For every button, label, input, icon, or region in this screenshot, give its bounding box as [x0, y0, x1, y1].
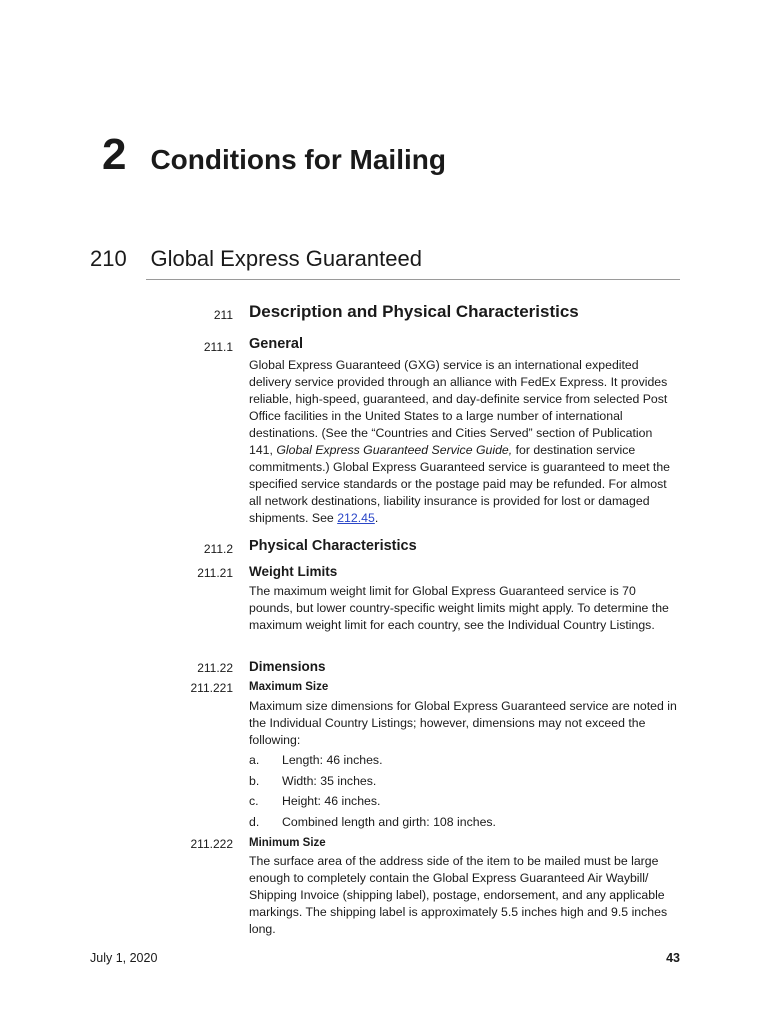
list-item-label: c. [249, 794, 259, 808]
subsection-title-211-221: Maximum Size [249, 681, 329, 693]
minimum-size-text: The surface area of the address side of the item to be mailed must be large enough to completely contain the Global Express Guaranteed Air Waybill/ Shipping Invoice (shipping label), postage, endorsement, and any applicable markings. The shipping label is approximately 5.5 inches high and 9.5 inches long. [249, 854, 668, 936]
subsection-title-211: Description and Physical Characteristics [249, 302, 579, 321]
list-item-label: a. [249, 753, 260, 767]
list-item [249, 815, 496, 829]
subsection-number-211-1: 211.1 [203, 340, 233, 354]
section-title: Global Express Guaranteed [150, 246, 422, 271]
subsection-title-211-222: Minimum Size [249, 837, 326, 849]
chapter-title: Conditions for Mailing [150, 144, 446, 175]
cross-reference-link[interactable]: 212.45 [337, 511, 375, 525]
general-text-end: . [374, 511, 379, 525]
paragraph-weight-limits [249, 583, 669, 634]
list-item [249, 753, 383, 767]
section-heading [90, 246, 680, 272]
general-text-part1: Global Express Guaranteed (GXG) service is an international expedited delivery service provided through an alliance with FedEx Express. It provides reliable, high-speed, guaranteed, and day-definite service from selected Post Office facilities in the United States to a large number of international destinations. (See the “Countries and Cities Served” section of Publication 141, [249, 358, 668, 457]
section-divider [146, 279, 680, 280]
subsection-number-211: 211 [213, 308, 233, 322]
paragraph-general [249, 357, 679, 527]
subsection-number-211-222: 211.222 [190, 837, 233, 851]
list-item-label: d. [249, 815, 260, 829]
chapter-heading [102, 130, 446, 180]
subsection-number-211-2: 211.2 [203, 542, 233, 556]
list-item-label: b. [249, 774, 260, 788]
list-item [249, 774, 376, 788]
subsection-number-211-221: 211.221 [190, 681, 233, 695]
paragraph-minimum-size [249, 853, 679, 938]
subsection-title-211-2: Physical Characteristics [249, 538, 417, 554]
general-text-part2: for destination service commitments.) Global Express Guaranteed service is guaranteed to meet the specified service standards or the postage paid may be refunded. For almost all network destinations, liability insurance is provided for lost or damaged shipments. See [249, 443, 671, 525]
list-item-text: Length: 46 inches. [282, 753, 383, 767]
weight-limits-text: The maximum weight limit for Global Express Guaranteed service is 70 pounds, but lower country-specific weight limits might apply. To determine the maximum weight limit for each country, see the Individual Country Listings. [249, 584, 669, 632]
paragraph-maximum-size [249, 698, 679, 749]
publication-title: Global Express Guaranteed Service Guide, [276, 443, 513, 457]
list-item-text: Width: 35 inches. [282, 774, 377, 788]
footer-date: July 1, 2020 [90, 951, 158, 965]
list-item [249, 794, 380, 808]
section-number: 210 [90, 246, 127, 271]
list-item-text: Height: 46 inches. [282, 794, 381, 808]
subsection-title-211-21: Weight Limits [249, 564, 338, 579]
subsection-title-211-1: General [249, 336, 303, 352]
subsection-number-211-22: 211.22 [197, 661, 233, 675]
chapter-number: 2 [102, 130, 127, 179]
maximum-size-text: Maximum size dimensions for Global Express Guaranteed service are noted in the Individual Country Listings; however, dimensions may not exceed the following: [249, 699, 677, 747]
list-item-text: Combined length and girth: 108 inches. [282, 815, 496, 829]
page-number: 43 [666, 951, 680, 965]
subsection-number-211-21: 211.21 [197, 566, 233, 580]
subsection-title-211-22: Dimensions [249, 659, 326, 674]
